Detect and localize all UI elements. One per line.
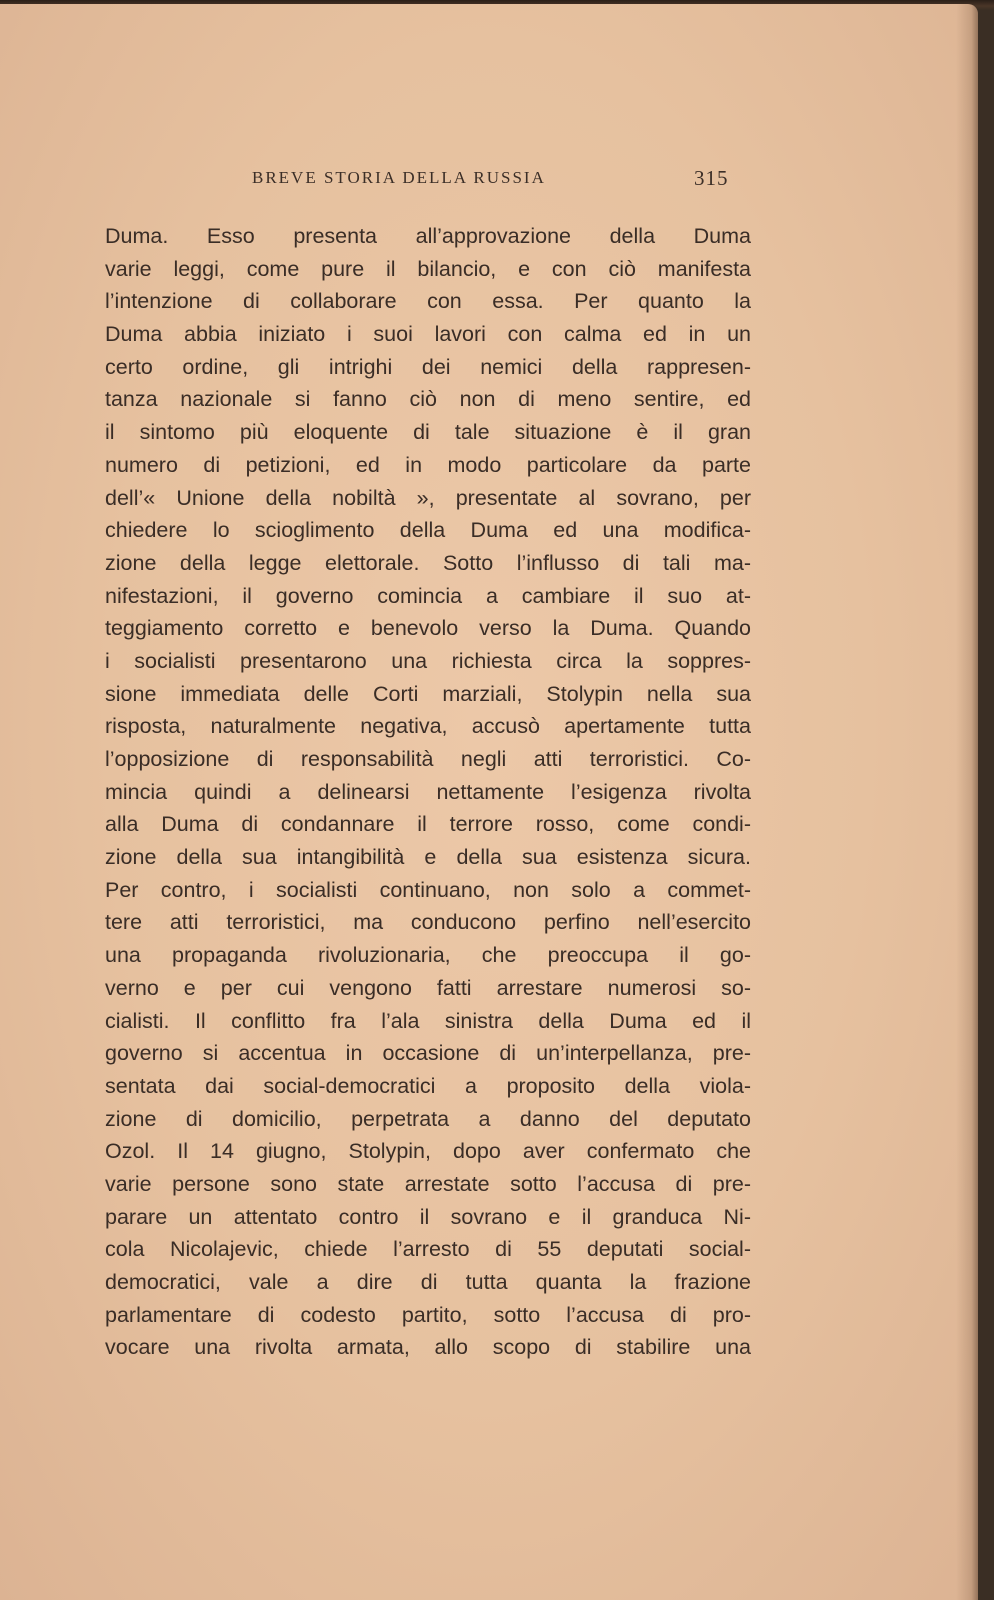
text-line: risposta, naturalmente negativa, accusò apertamente tutta xyxy=(105,714,751,739)
text-line: vocare una rivolta armata, allo scopo di stabilire una xyxy=(105,1335,751,1360)
text-line: Duma. Esso presenta all’approvazione della Duma xyxy=(105,224,751,248)
text-line: l’intenzione di collaborare con essa. Per quanto la xyxy=(105,289,751,314)
text-line: varie leggi, come pure il bilancio, e con ciò manifesta xyxy=(105,256,751,281)
text-line: zione della legge elettorale. Sotto l’influsso di tali ma- xyxy=(105,550,751,575)
text-line: varie persone sono state arrestate sotto l’accusa di pre- xyxy=(105,1171,751,1196)
text-line: teggiamento corretto e benevolo verso la Duma. Quando xyxy=(105,616,751,641)
text-line: zione della sua intangibilità e della sua esistenza sicura. xyxy=(105,845,751,870)
text-line: sentata dai social-democratici a proposito della viola- xyxy=(105,1073,751,1098)
text-line: parlamentare di codesto partito, sotto l’accusa di pro- xyxy=(105,1302,751,1327)
text-line: l’opposizione di responsabilità negli atti terroristici. Co- xyxy=(105,747,751,771)
text-line: numero di petizioni, ed in modo particolare da parte xyxy=(105,452,751,477)
text-line: il sintomo più eloquente di tale situazione è il gran xyxy=(105,420,751,445)
text-line: cialisti. Il conflitto fra l’ala sinistra della Duma ed il xyxy=(105,1008,751,1033)
text-line: Duma abbia iniziato i suoi lavori con calma ed in un xyxy=(105,322,751,347)
text-line: parare un attentato contro il sovrano e il granduca Ni- xyxy=(105,1204,751,1229)
running-head xyxy=(252,166,752,196)
text-line: sione immediata delle Corti marziali, Stolypin nella sua xyxy=(105,681,751,706)
page-number: 315 xyxy=(694,166,729,190)
text-line: nifestazioni, il governo comincia a cambiare il suo at- xyxy=(105,583,751,608)
text-line: alla Duma di condannare il terrore rosso, come condi- xyxy=(105,812,751,837)
text-line: verno e per cui vengono fatti arrestare numerosi so- xyxy=(105,975,751,1000)
text-line: una propaganda rivoluzionaria, che preoccupa il go- xyxy=(105,943,751,968)
text-line: governo si accentua in occasione di un’interpellanza, pre- xyxy=(105,1041,751,1066)
text-line: tanza nazionale si fanno ciò non di meno sentire, ed xyxy=(105,387,751,412)
text-line: tere atti terroristici, ma conducono perfino nell’esercito xyxy=(105,910,751,935)
text-line: zione di domicilio, perpetrata a danno del deputato xyxy=(105,1106,751,1131)
text-line: i socialisti presentarono una richiesta circa la soppres- xyxy=(105,648,751,673)
text-line: certo ordine, gli intrighi dei nemici della rappresen- xyxy=(105,354,751,379)
running-title: BREVE STORIA DELLA RUSSIA xyxy=(252,168,546,187)
body-text xyxy=(105,220,751,1364)
text-line: democratici, vale a dire di tutta quanta la frazione xyxy=(105,1270,751,1294)
text-line: cola Nicolajevic, chiede l’arresto di 55 deputati social- xyxy=(105,1237,751,1262)
text-line: Per contro, i socialisti continuano, non solo a commet- xyxy=(105,877,751,902)
text-line: Ozol. Il 14 giugno, Stolypin, dopo aver confermato che xyxy=(105,1139,751,1164)
text-line: mincia quindi a delinearsi nettamente l’esigenza rivolta xyxy=(105,779,751,804)
text-line: dell’« Unione della nobiltà », presentate al sovrano, per xyxy=(105,485,751,510)
book-page xyxy=(0,4,978,1600)
text-line: chiedere lo scioglimento della Duma ed una modifica- xyxy=(105,518,751,543)
